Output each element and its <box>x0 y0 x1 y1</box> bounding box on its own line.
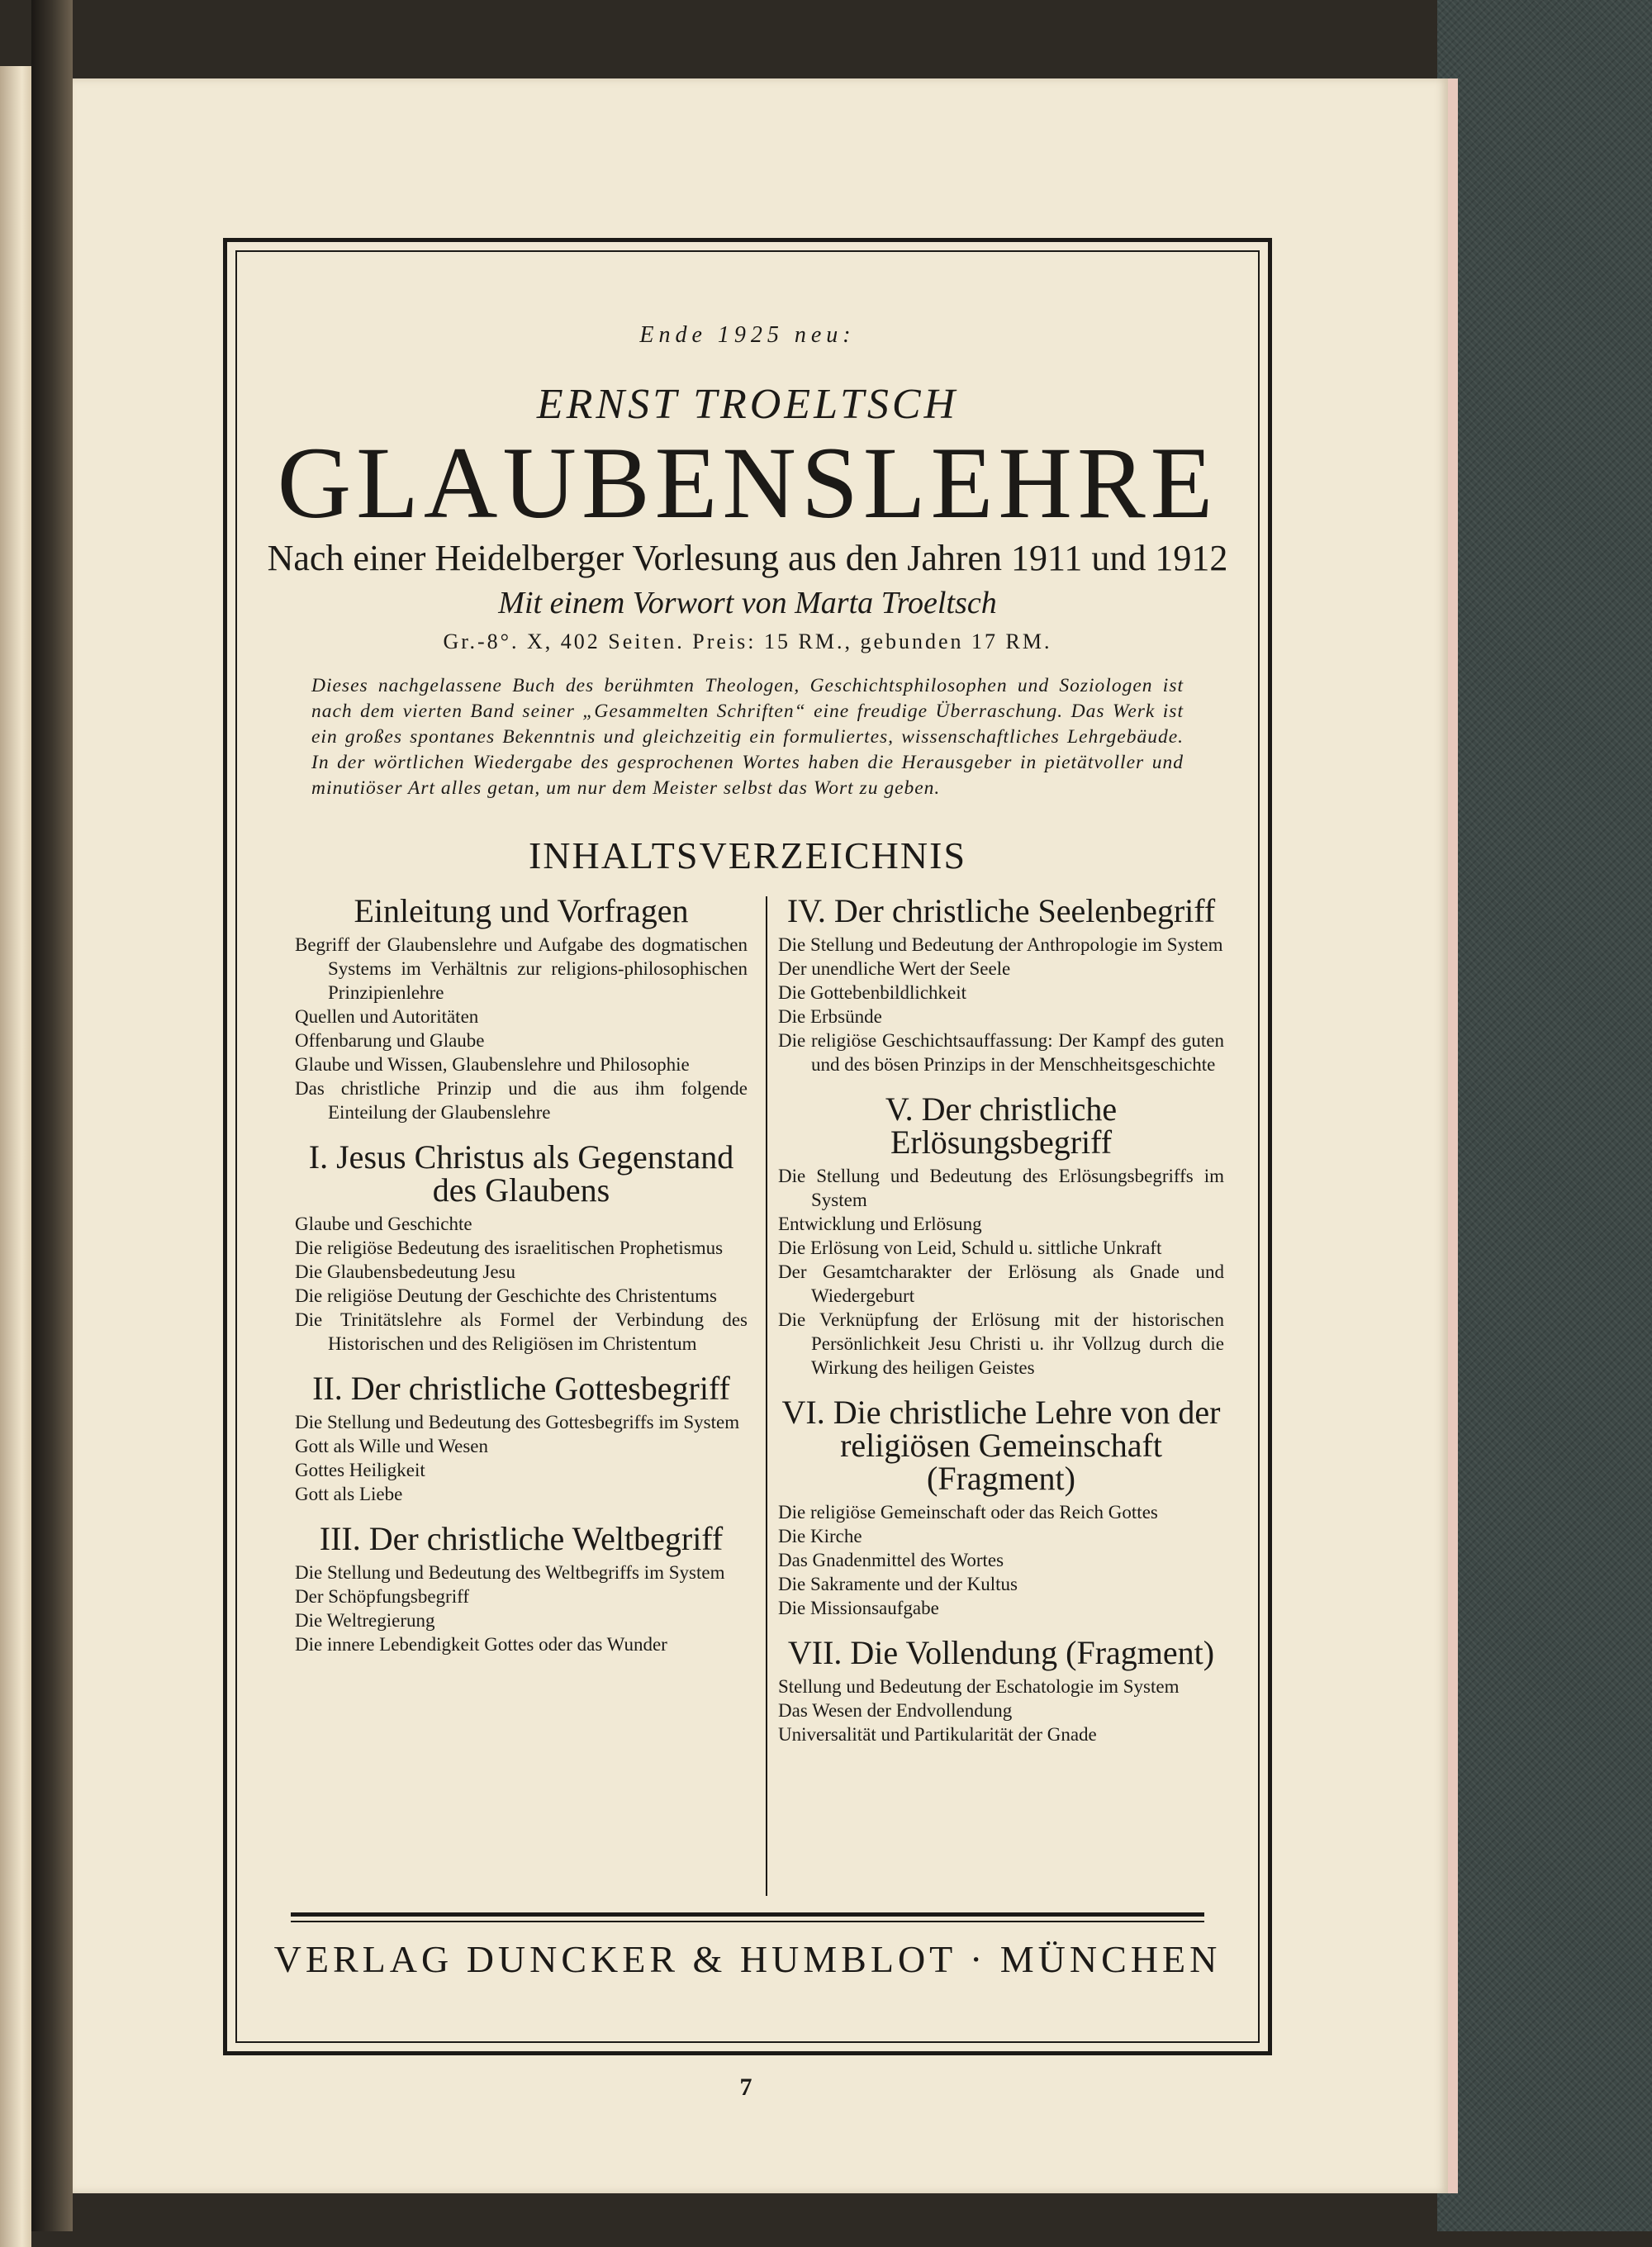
book-title: GLAUBENSLEHRE <box>277 426 1218 539</box>
toc-entry: Die Gottebenbildlichkeit <box>778 982 967 1003</box>
toc-entry: Gott als Liebe <box>295 1484 403 1504</box>
toc-section <box>295 1520 748 1656</box>
toc-section <box>295 892 748 1124</box>
toc-entry: Das christliche Prinzip und die aus ihm folgende Einteilung der Glaubenslehre <box>295 1078 748 1123</box>
foreword-note: Mit einem Vorwort von Marta Troeltsch <box>498 586 997 620</box>
toc-entry: Glaube und Wissen, Glaubenslehre und Philosophie <box>295 1054 690 1075</box>
toc-entry: Begriff der Glaubenslehre und Aufgabe des dogmatischen Systems im Verhältnis zur religions-philosophischen Prinzipienlehre <box>295 934 748 1003</box>
toc-entry: Die innere Lebendigkeit Gottes oder das Wunder <box>295 1634 667 1655</box>
publisher-line: VERLAG DUNCKER & HUMBLOT · MÜNCHEN <box>273 1938 1222 1980</box>
toc-entry: Die Missionsaufgabe <box>778 1598 939 1618</box>
page-edge <box>1448 78 1458 2193</box>
toc-section-title: IV. Der christliche Seelenbegriff <box>786 892 1216 929</box>
toc-section <box>778 892 1224 1076</box>
toc-entry: Die Erbsünde <box>778 1006 882 1027</box>
toc-section <box>295 1138 748 1356</box>
toc-heading: INHALTSVERZEICHNIS <box>528 834 967 876</box>
toc-entry: Das Gnadenmittel des Wortes <box>778 1550 1004 1570</box>
book-cover-edge <box>1437 0 1652 2231</box>
toc-entry: Die Kirche <box>778 1526 862 1546</box>
announcement: Ende 1925 neu: <box>639 322 856 348</box>
toc-entry: Die religiöse Gemeinschaft oder das Reich Gottes <box>778 1502 1158 1523</box>
footer-rule-thick <box>291 1912 1204 1917</box>
page-number: 7 <box>739 2074 752 2101</box>
toc-entry: Die Weltregierung <box>295 1610 435 1631</box>
author-name: ERNST TROELTSCH <box>536 381 959 428</box>
advertisement-frame <box>223 238 1272 2055</box>
toc-left-column <box>295 892 748 1673</box>
toc-right-column <box>778 892 1224 1763</box>
toc-entry: Stellung und Bedeutung der Eschatologie im System <box>778 1676 1180 1697</box>
advertisement-inner-frame <box>235 250 1260 2043</box>
price-line: Gr.-8°. X, 402 Seiten. Preis: 15 RM., gebunden 17 RM. <box>443 629 1052 653</box>
toc-entry: Die Erlösung von Leid, Schuld u. sittliche Unkraft <box>778 1238 1162 1258</box>
toc-section-title: VI. Die christliche Lehre von der religiösen Gemeinschaft (Fragment) <box>781 1394 1221 1497</box>
book-page <box>73 78 1448 2193</box>
toc-section-title: III. Der christliche Weltbegriff <box>319 1520 724 1557</box>
toc-entry: Die Stellung und Bedeutung der Anthropologie im System <box>778 934 1223 955</box>
toc-entry: Quellen und Autoritäten <box>295 1006 479 1027</box>
toc-entry: Die Stellung und Bedeutung des Gottesbegriffs im System <box>295 1412 740 1432</box>
toc-section <box>295 1372 748 1506</box>
toc-entry: Die Verknüpfung der Erlösung mit der historischen Persönlichkeit Jesu Christi u. ihr Vollzug durch die Wirkung des heiligen Geistes <box>778 1309 1224 1378</box>
toc-section-title: I. Jesus Christus als Gegenstand des Glaubens <box>308 1138 734 1209</box>
toc-entry: Die Trinitätslehre als Formel der Verbindung des Historischen und des Religiösen im Christentum <box>295 1309 748 1354</box>
toc-section <box>778 1396 1224 1620</box>
toc-entry: Die Stellung und Bedeutung des Erlösungsbegriffs im System <box>778 1166 1224 1210</box>
toc-section-title: Einleitung und Vorfragen <box>354 892 689 929</box>
toc-entry: Offenbarung und Glaube <box>295 1030 485 1051</box>
toc-section <box>778 1634 1224 1746</box>
toc-entry: Die Stellung und Bedeutung des Weltbegriffs im System <box>295 1562 725 1583</box>
toc-section-title: V. Der christliche Erlösungsbegriff <box>885 1090 1118 1161</box>
toc-entry: Der Gesamtcharakter der Erlösung als Gnade und Wiedergeburt <box>778 1261 1224 1306</box>
toc-section <box>778 1090 1224 1380</box>
toc-entry: Glaube und Geschichte <box>295 1214 472 1234</box>
toc-entry: Der unendliche Wert der Seele <box>778 958 1011 979</box>
toc-entry: Gott als Wille und Wesen <box>295 1436 489 1456</box>
column-divider <box>766 896 767 1896</box>
toc-entry: Die religiöse Bedeutung des israelitischen Prophetismus <box>295 1238 724 1258</box>
book-subtitle: Nach einer Heidelberger Vorlesung aus den Jahren 1911 und 1912 <box>267 538 1228 578</box>
left-page-edge <box>0 66 31 2247</box>
toc-entry: Die Glaubensbedeutung Jesu <box>295 1261 515 1282</box>
toc-entry: Das Wesen der Endvollendung <box>778 1700 1013 1721</box>
toc-entry: Der Schöpfungsbegriff <box>295 1586 469 1607</box>
toc-entry: Entwicklung und Erlösung <box>778 1214 982 1234</box>
toc-entry: Die religiöse Deutung der Geschichte des Christentums <box>295 1285 717 1306</box>
book-gutter <box>31 0 73 2231</box>
footer-rule-thin <box>291 1921 1204 1922</box>
toc-entry: Gottes Heiligkeit <box>295 1460 425 1480</box>
toc-entry: Universalität und Partikularität der Gnade <box>778 1724 1097 1745</box>
toc-entry: Die religiöse Geschichtsauffassung: Der Kampf des guten und des bösen Prinzips in der Menschheitsgeschichte <box>778 1030 1224 1075</box>
toc-entry: Die Sakramente und der Kultus <box>778 1574 1018 1594</box>
description-blurb: Dieses nachgelassene Buch des berühmten Theologen, Geschichtsphilosophen und Soziologen ist nach dem vierten Band seiner „Gesammelten Schriften“ eine freudige Überraschung. Das Werk ist ein großes spontanes Bekenntnis und gleichzeitig ein formuliertes, wissenschaftliches Lehrgebäude. In der wörtlichen Wiedergabe des gesprochenen Wortes haben die Herausgeber in pietätvoller und minutiöser Art alles getan, um nur dem Meister selbst das Wort zu geben. <box>311 675 1184 799</box>
toc-section-title: VII. Die Vollendung (Fragment) <box>787 1634 1215 1671</box>
toc-section-title: II. Der christliche Gottesbegriff <box>312 1370 730 1407</box>
